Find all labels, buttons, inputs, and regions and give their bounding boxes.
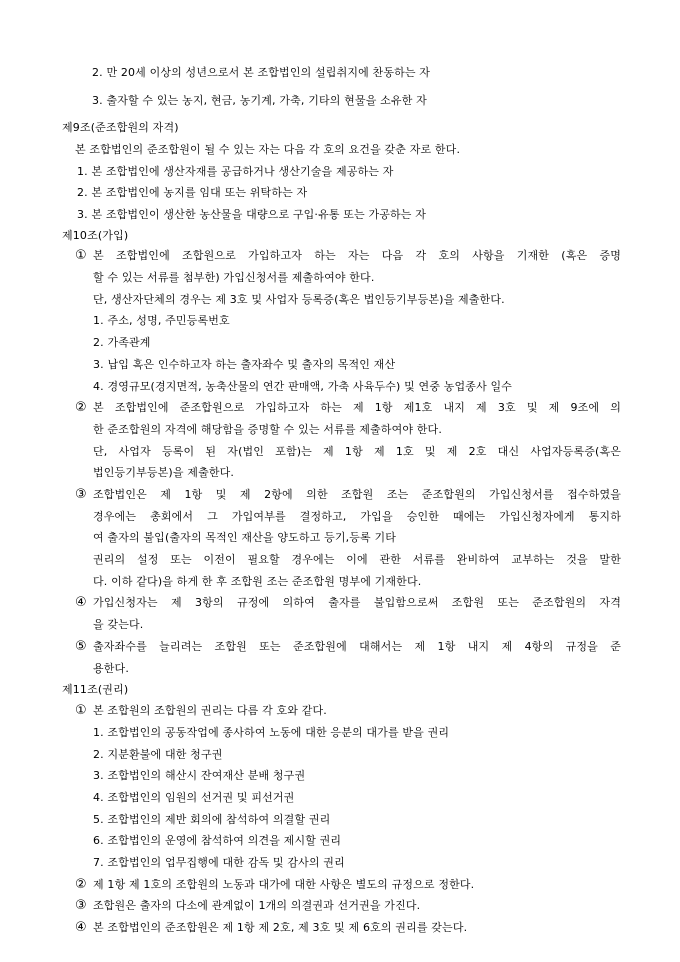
text-line: 3. 출자할 수 있는 농지, 현금, 농기계, 가축, 기타의 현물을 소유한 자 [92, 94, 427, 107]
clause-marker: ④ [75, 920, 87, 935]
article-heading: 제10조(가입) [62, 229, 129, 242]
text-line: 본 조합법인의 준조합원이 될 수 있는 자는 다음 각 호의 요건을 갖춘 자로 한다. [75, 143, 461, 156]
article-heading: 제9조(준조합원의 자격) [62, 121, 179, 134]
clause-marker: ④ [75, 595, 87, 610]
list-item: 3. 조합법인의 해산시 잔여재산 분배 청구권 [93, 769, 306, 782]
text-line: 출자좌수를 늘리려는 조합원 또는 준조합원에 대해서는 제 1항 내지 제 4항의 규정을 준 [93, 640, 621, 653]
text-line: 법인등기부등본)을 제출한다. [93, 466, 235, 479]
text-line: 본 조합법인에 준조합원으로 가입하고자 하는 제 1항 제1호 내지 제 3호 및 제 9조에 의 [93, 401, 621, 414]
text-line: 제 1항 제 1호의 조합원의 노동과 대가에 대한 사항은 별도의 규정으로 정한다. [93, 878, 475, 891]
text-line: 조합법인은 제 1항 및 제 2항에 의한 조합원 조는 준조합원의 가입신청서를 접수하였을 [93, 488, 621, 501]
text-line: 권리의 설정 또는 이전이 필요할 경우에는 이에 관한 서류를 완비하여 교부하는 것을 말한 [93, 553, 621, 566]
text-line: 을 갖는다. [93, 618, 144, 631]
list-item: 4. 경영규모(경지면적, 농축산물의 연간 판매액, 가축 사육두수) 및 연중 농업종사 일수 [93, 380, 513, 393]
list-item: 4. 조합법인의 임원의 선거권 및 피선거권 [93, 791, 295, 804]
text-line: 2. 만 20세 이상의 성년으로서 본 조합법인의 설립취지에 찬동하는 자 [92, 66, 431, 79]
list-item: 2. 가족관계 [93, 336, 151, 349]
text-line: 용한다. [93, 662, 129, 675]
text-line: 조합원은 출자의 다소에 관계없이 1개의 의결권과 선거권을 가진다. [93, 899, 421, 912]
text-line: 2. 본 조합법인에 농지를 임대 또는 위탁하는 자 [77, 186, 308, 199]
clause-marker: ② [75, 877, 87, 892]
text-line: 1. 본 조합법인에 생산자재를 공급하거나 생산기술을 제공하는 자 [77, 165, 394, 178]
list-item: 1. 조합법인의 공동작업에 종사하여 노동에 대한 응분의 대가를 받을 권리 [93, 726, 450, 739]
text-line: 단, 생산자단체의 경우는 제 3호 및 사업자 등록증(혹은 법인등기부등본)을 제출한다. [93, 293, 505, 306]
clause-marker: ① [75, 703, 87, 718]
text-line: 여 출자의 불입(출자의 목적인 재산을 양도하고 등기,등록 기타 [93, 531, 397, 544]
text-line: 본 조합원의 조합원의 권리는 다름 각 호와 같다. [93, 704, 327, 717]
list-item: 1. 주소, 성명, 주민등록번호 [93, 314, 230, 327]
list-item: 3. 납입 혹은 인수하고자 하는 출자좌수 및 출자의 목적인 재산 [93, 358, 396, 371]
text-line: 본 조합법인에 조합원으로 가입하고자 하는 자는 다음 각 호의 사항을 기재한 (혹은 증명 [93, 249, 621, 262]
text-line: 3. 본 조합법인이 생산한 농산물을 대량으로 구입·유통 또는 가공하는 자 [77, 208, 426, 221]
text-line: 경우에는 총회에서 그 가입여부를 결정하고, 가입을 승인한 때에는 가입신청자에게 통지하 [93, 510, 621, 523]
list-item: 6. 조합법인의 운영에 참석하여 의견을 제시할 권리 [93, 834, 342, 847]
clause-marker: ② [75, 400, 87, 415]
list-item: 5. 조합법인의 제반 회의에 참석하여 의결할 권리 [93, 813, 331, 826]
text-line: 다. 이하 같다)을 하게 한 후 조합원 조는 준조합원 명부에 기재한다. [93, 575, 422, 588]
clause-marker: ⑤ [75, 639, 87, 654]
clause-marker: ③ [75, 487, 87, 502]
article-heading: 제11조(권리) [62, 683, 129, 696]
list-item: 2. 지분환불에 대한 청구권 [93, 748, 223, 761]
text-line: 가입신청자는 제 3항의 규정에 의하여 출자를 불입함으로써 조합원 또는 준조합원의 자격 [93, 596, 621, 609]
text-line: 본 조합법인의 준조합원은 제 1항 제 2호, 제 3호 및 제 6호의 권리를 갖는다. [93, 921, 468, 934]
list-item: 7. 조합법인의 업무집행에 대한 감독 및 감사의 권리 [93, 856, 345, 869]
text-line: 한 준조합원의 자격에 해당함을 증명할 수 있는 서류를 제출하여야 한다. [93, 423, 442, 436]
text-line: 할 수 있는 서류를 첨부한) 가입신청서를 제출하여야 한다. [93, 271, 375, 284]
clause-marker: ③ [75, 898, 87, 913]
clause-marker: ① [75, 248, 87, 263]
text-line: 단, 사업자 등록이 된 자(법인 포함)는 제 1항 제 1호 및 제 2호 대신 사업자등록증(혹은 [93, 445, 621, 458]
